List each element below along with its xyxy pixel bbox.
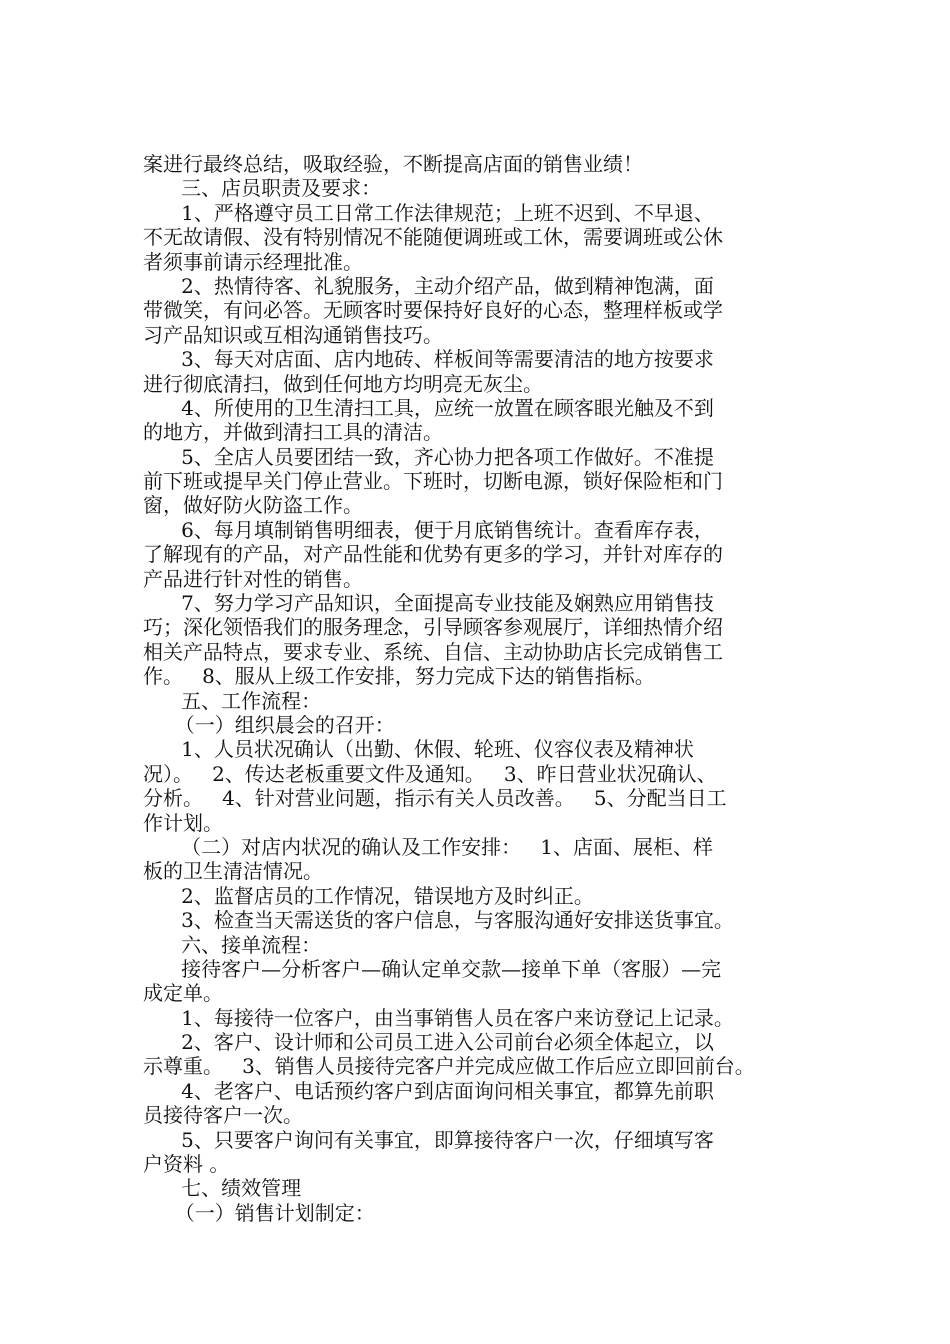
text-line: 5、只要客户询问有关事宜，即算接待客户一次，仔细填写客 [143, 1127, 714, 1152]
text-line: 4、所使用的卫生清扫工具，应统一放置在顾客眼光触及不到 [143, 395, 714, 420]
text-line: 1、每接待一位客户，由当事销售人员在客户来访登记上记录。 [143, 1005, 734, 1030]
section-heading: 七、绩效管理 [143, 1176, 302, 1201]
text-line: 案进行最终总结，吸取经验，不断提高店面的销售业绩！ [143, 152, 643, 176]
text-line: 户资料 。 [143, 1152, 230, 1177]
section-heading: 六、接单流程： [143, 932, 322, 957]
text-line: 员接待客户一次。 [143, 1103, 303, 1128]
text-line: 4、老客户、电话预约客户到店面询问相关事宜，都算先前职 [143, 1078, 714, 1103]
text-line: 5、全店人员要团结一致，齐心协力把各项工作做好。不准提 [143, 444, 714, 469]
text-line: 相关产品特点，要求专业、系统、自信、主动协助店长完成销售工 [143, 639, 723, 664]
text-line: 者须事前请示经理批准。 [143, 249, 363, 274]
text-line: 巧；深化领悟我们的服务理念，引导顾客参观展厅，详细热情介绍 [143, 615, 723, 640]
section-heading: 五、工作流程： [143, 688, 322, 713]
section-heading: 三、店员职责及要求： [143, 176, 382, 201]
text-line: 1、人员状况确认（出勤、休假、轮班、仪容仪表及精神状 [143, 737, 694, 762]
subsection-heading: （一）组织晨会的召开： [143, 712, 395, 737]
text-line: 了解现有的产品，对产品性能和优势有更多的学习，并针对库存的 [143, 542, 723, 567]
text-line: 2、热情待客、礼貌服务，主动介绍产品，做到精神饱满，面 [143, 273, 714, 298]
text-line: 7、努力学习产品知识，全面提高专业技能及娴熟应用销售技 [143, 591, 714, 616]
text-line: 况）。 2、传达老板重要文件及通知。 3、昨日营业状况确认、 [143, 761, 717, 786]
text-line: 产品进行针对性的销售。 [143, 566, 363, 591]
text-line: 2、监督店员的工作情况，错误地方及时纠正。 [143, 883, 594, 908]
text-line: 的地方，并做到清扫工具的清洁。 [143, 420, 443, 445]
subsection-heading: （二）对店内状况的确认及工作安排： 1、店面、展柜、样 [143, 834, 713, 859]
text-line: 板的卫生清洁情况。 [143, 859, 323, 884]
text-line: 1、严格遵守员工日常工作法律规范；上班不迟到、不早退、 [143, 200, 714, 225]
subsection-heading: （一）销售计划制定： [143, 1200, 375, 1225]
text-line: 3、每天对店面、店内地砖、样板间等需要清洁的地方按要求 [143, 347, 714, 372]
text-line: 不无故请假、没有特别情况不能随便调班或工休，需要调班或公休 [143, 225, 723, 250]
text-line: 接待客户—分析客户—确认定单交款—接单下单（客服）—完 [143, 956, 722, 981]
text-line: 2、客户、设计师和公司员工进入公司前台必须全体起立，以 [143, 1030, 714, 1055]
text-line: 习产品知识或互相沟通销售技巧。 [143, 322, 443, 347]
text-line: 作。 8、服从上级工作安排，努力完成下达的销售指标。 [143, 664, 655, 689]
text-line: 前下班或提早关门停止营业。下班时，切断电源，锁好保险柜和门 [143, 469, 723, 494]
document-page [143, 152, 811, 1225]
text-line: 窗，做好防火防盗工作。 [143, 493, 363, 518]
text-line: 进行彻底清扫，做到任何地方均明亮无灰尘。 [143, 371, 543, 396]
text-line: 示尊重。 3、销售人员接待完客户并完成应做工作后应立即回前台。 [143, 1054, 755, 1079]
text-line: 分析。 4、针对营业问题，指示有关人员改善。 5、分配当日工 [143, 786, 727, 811]
text-line: 成定单。 [143, 981, 223, 1006]
text-line: 作计划。 [143, 810, 223, 835]
text-line: 带微笑，有问必答。无顾客时要保持好良好的心态，整理样板或学 [143, 298, 723, 323]
text-line: 3、检查当天需送货的客户信息，与客服沟通好安排送货事宜。 [143, 908, 734, 933]
text-line: 6、每月填制销售明细表，便于月底销售统计。查看库存表， [143, 517, 714, 542]
